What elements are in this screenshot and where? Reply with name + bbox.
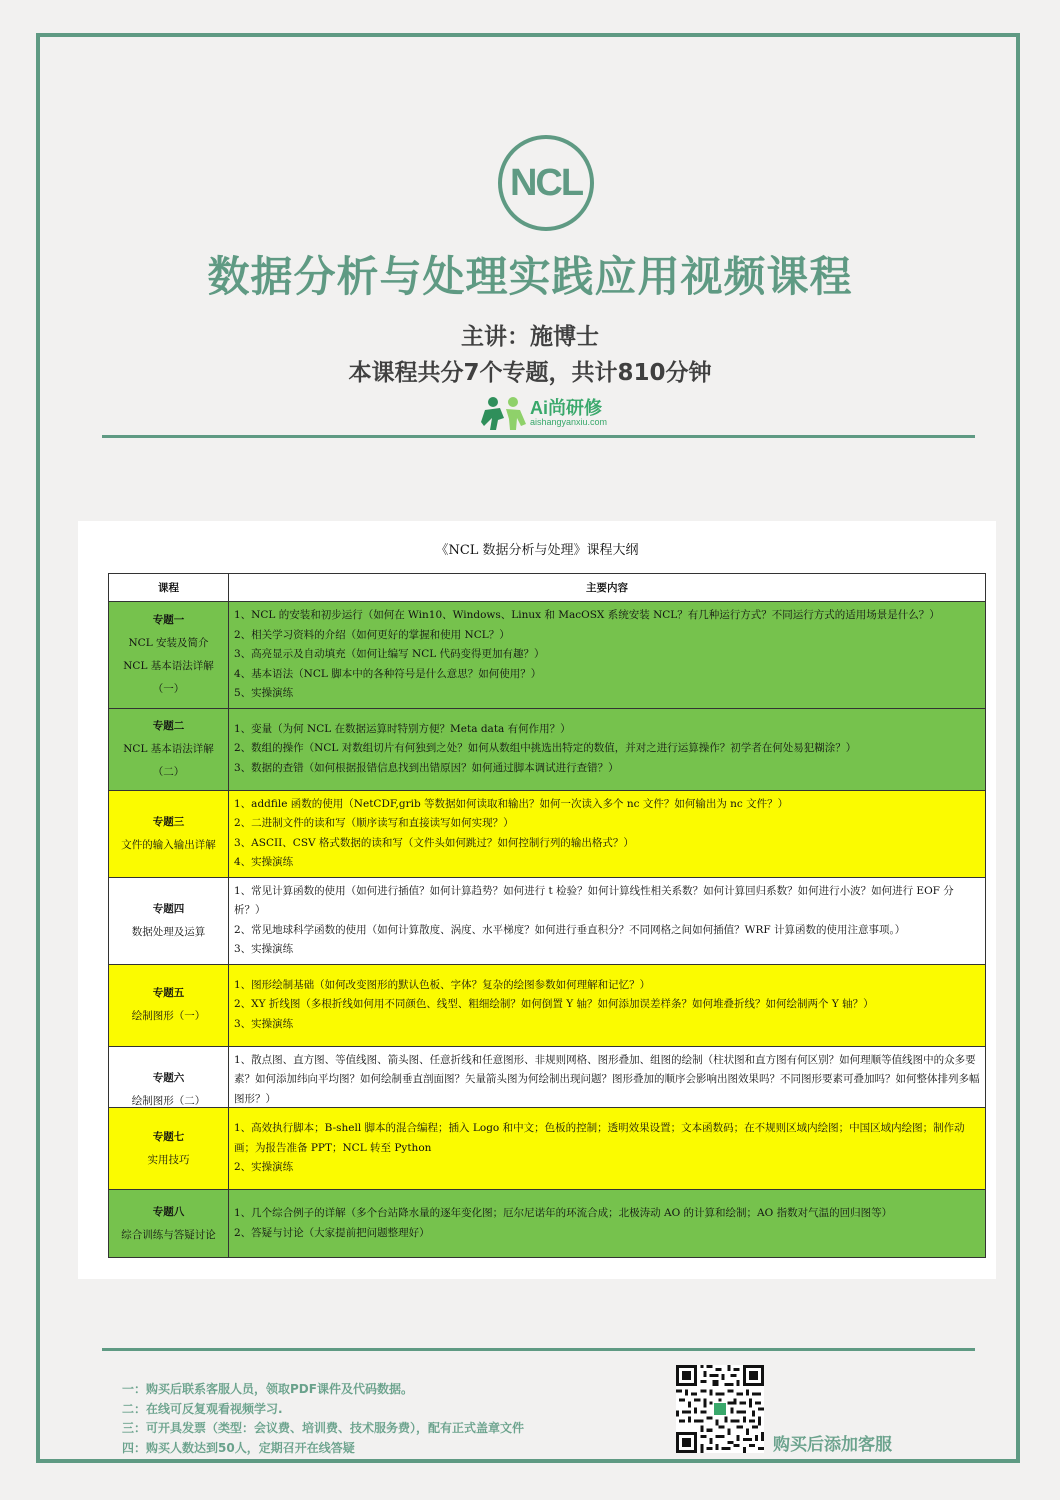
content-line: 2、常见地球科学函数的使用（如何计算散度、涡度、水平梯度？如何进行垂直积分？不同网格之间如何插值？WRF 计算函数的使用注意事项。） [234,923,906,936]
content-line: 2、实操演练 [234,1161,294,1174]
content-line: 2、答疑与讨论（大家提前把问题整理好） [234,1226,430,1239]
content-cell [229,602,986,709]
course-subtitle: （二） [152,765,185,778]
course-title: 数据分析与处理实践应用视频课程 [207,252,853,301]
content-line: 1、NCL 的安装和初步运行（如何在 Win10、Windows、Linux 和 MacOSX 系统安装 NCL？有几种运行方式？不同运行方式的适用场景是什么？） [234,609,940,621]
table-row [109,1108,986,1190]
note-item: 一：购买后联系客服人员，领取PDF课件及代码数据。 [122,1382,413,1396]
note-item: 二：在线可反复观看视频学习. [122,1401,283,1416]
course-cell [109,877,229,964]
course-summary: 本课程共分7个专题，共计810分钟 [348,360,712,386]
syllabus-table-continued [108,1107,986,1258]
brand-url: aishangyanxiu.com [530,417,608,427]
content-line: 2、相关学习资料的介绍（如何更好的掌握和使用 NCL？） [234,628,510,641]
brand-name: Ai尚研修 [530,398,602,418]
course-name: 专题三 [152,815,185,828]
content-line: 4、实操演练 [234,856,294,868]
content-cell [229,790,986,877]
table-row [109,602,986,709]
course-name: 专题八 [152,1205,185,1218]
course-name: 专题七 [152,1130,185,1143]
divider-bottom [102,1348,975,1351]
table-header-row [109,574,986,602]
content-line: 2、XY 折线图（多根折线如何用不同颜色、线型、粗细绘制？如何倒置 Y 轴？如何添加误差样条？如何堆叠折线？如何绘制两个 Y 轴？） [234,998,874,1011]
course-subtitle: NCL 基本语法详解 [123,659,214,672]
content-cell [229,1108,986,1190]
table-row [109,708,986,790]
course-subtitle: 绘制图形（二） [131,1094,206,1107]
content-line: 1、几个综合例子的详解（多个台站降水量的逐年变化图；厄尔尼诺年的环流合成；北极涛动 AO 的计算和绘制；AO 指数对气温的回归图等） [234,1207,893,1219]
course-subtitle: 数据处理及运算 [131,925,206,938]
course-subtitle: NCL 安装及简介 [128,636,209,649]
course-name: 专题五 [152,987,185,999]
syllabus-table [108,573,986,1134]
content-line: 3、ASCII、CSV 格式数据的读和写（文件头如何跳过？如何控制行列的输出格式？） [234,836,634,849]
content-line: 1、常见计算函数的使用（如何进行插值？如何计算趋势？如何进行 t 检验？如何计算线性相关系数？如何计算回归系数？如何进行小波？如何进行 EOF 分析？） [234,884,954,916]
content-cell [229,708,986,790]
table-caption: 《NCL 数据分析与处理》课程大纲 [435,543,639,558]
content-line: 1、散点图、直方图、等值线图、箭头图、任意折线和任意图形、非规则网格、图形叠加、组图的绘制（柱状图和直方图有何区别？如何理顺等值线图中的众多要素？如何添加纬向平均图？如何绘制垂直剖面图？矢量箭头图为何绘制出现问题？图形叠加的顺序会影响出图效果吗？不同图形要素可叠加吗？如何整体排列多幅图形？） [234,1053,980,1105]
content-line: 3、实操演练 [234,1017,294,1030]
course-name: 专题二 [152,719,185,732]
content-cell [229,964,986,1046]
content-line: 2、数组的操作（NCL 对数组切片有何独到之处？如何从数组中挑选出特定的数值，并对之进行运算操作？初学者在何处易犯糊涂？） [234,742,857,755]
course-subtitle: （一） [152,682,185,695]
course-subtitle: 绘制图形（一） [131,1010,206,1022]
note-item: 三：可开具发票（类型：会议费、培训费、技术服务费），配有正式盖章文件 [122,1421,525,1435]
divider-top [102,435,975,438]
header-course: 课程 [109,574,229,602]
content-line: 1、addfile 函数的使用（NetCDF,grib 等数据如何读取和输出？如何一次读入多个 nc 文件？如何输出为 nc 文件？） [234,797,789,810]
ncl-logo: NCL [498,135,594,231]
qr-code-icon[interactable] [676,1365,764,1453]
content-line: 1、高效执行脚本；B-shell 脚本的混合编程；插入 Logo 和中文；色板的控制；透明效果设置；文本函数码；在不规则区域内绘图；中国区域内绘图；制作动画；为报告准备 PPT；NCL 转至 Python [234,1122,965,1154]
table-row [109,1190,986,1258]
note-item: 四：购买人数达到50人，定期召开在线答疑 [122,1440,355,1455]
content-line: 5、实操演练 [234,687,294,699]
table-row [109,790,986,877]
course-subtitle: 综合训练与答疑讨论 [121,1228,216,1241]
course-subtitle: NCL 基本语法详解 [123,742,214,755]
qr-caption: 购买后添加客服 [773,1435,892,1455]
syllabus-panel [78,521,996,1279]
lecturer: 主讲：施博士 [461,324,599,350]
course-name: 专题一 [152,613,185,626]
purchase-notes [122,1380,524,1458]
course-name: 专题四 [152,902,185,915]
course-cell [109,708,229,790]
content-line: 1、变量（为何 NCL 在数据运算时特别方便？Meta data 有何作用？） [234,722,571,735]
course-cell [109,790,229,877]
course-cell [109,964,229,1046]
table-row [109,964,986,1046]
content-line: 1、图形绘制基础（如何改变图形的默认色板、字体？复杂的绘图参数如何理解和记忆？） [234,978,651,991]
content-line: 3、高亮显示及自动填充（如何让编写 NCL 代码变得更加有趣？） [234,648,545,660]
course-name: 专题六 [152,1071,185,1084]
course-subtitle: 实用技巧 [147,1153,190,1166]
content-line: 2、二进制文件的读和写（顺序读写和直接读写如何实现？） [234,817,514,829]
course-cell [109,1190,229,1258]
content-line: 3、数据的查错（如何根据报错信息找到出错原因？如何通过脚本调试进行查错？） [234,761,619,774]
course-subtitle: 文件的输入输出详解 [121,838,216,851]
brand-logo[interactable] [480,394,620,434]
content-line: 4、基本语法（NCL 脚本中的各种符号是什么意思？如何使用？） [234,667,542,680]
content-cell [229,1190,986,1258]
course-cell [109,602,229,709]
people-icon [480,396,528,430]
content-line: 3、实操演练 [234,943,294,955]
content-cell [229,877,986,964]
table-row [109,877,986,964]
header-content: 主要内容 [229,574,986,602]
course-cell [109,1108,229,1190]
